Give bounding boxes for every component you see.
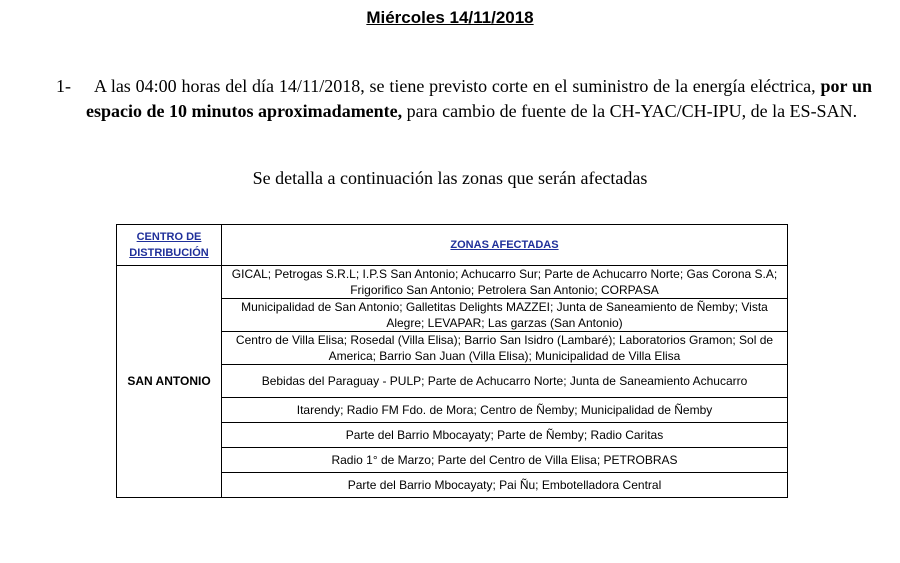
zone-cell: Parte del Barrio Mbocayaty; Pai Ñu; Embotelladora Central <box>222 473 788 498</box>
item-text-end: para cambio de fuente de la CH-YAC/CH-IPU, de la ES-SAN. <box>402 101 858 121</box>
distribution-center-cell: SAN ANTONIO <box>117 266 222 498</box>
item-number: 1- <box>56 76 71 96</box>
zone-cell: GICAL; Petrogas S.R.L; I.P.S San Antonio; Achucarro Sur; Parte de Achucarro Norte; Gas Corona S.A; Frigorifico San Antonio; Petrolera San Antonio; CORPASA <box>222 266 788 299</box>
intro-text: Se detalla a continuación las zonas que serán afectadas <box>252 168 648 188</box>
header-affected-zones: ZONAS AFECTADAS <box>222 225 788 266</box>
zone-cell: Municipalidad de San Antonio; Galletitas Delights MAZZEI; Junta de Saneamiento de Ñemby; Vista Alegre; LEVAPAR; Las garzas (San Antonio) <box>222 299 788 332</box>
page-title: Miércoles 14/11/2018 <box>366 8 534 27</box>
header-distribution-center: CENTRO DE DISTRIBUCIÓN <box>117 225 222 266</box>
zone-cell: Bebidas del Paraguay - PULP; Parte de Achucarro Norte; Junta de Saneamiento Achucarro <box>222 365 788 398</box>
item-text <box>86 74 872 124</box>
affected-zones-table <box>116 224 788 498</box>
item-text-start: A las 04:00 horas del día 14/11/2018, se tiene previsto corte en el suministro de la energía eléctrica, <box>94 76 821 96</box>
item-text-bold: por un espacio de 10 minutos aproximadamente, <box>86 76 872 121</box>
table-header-row <box>117 225 788 266</box>
zone-cell: Itarendy; Radio FM Fdo. de Mora; Centro de Ñemby; Municipalidad de Ñemby <box>222 398 788 423</box>
zone-cell: Centro de Villa Elisa; Rosedal (Villa Elisa); Barrio San Isidro (Lambaré); Laboratorios Gramon; Sol de America; Barrio San Juan (Villa Elisa); Municipalidad de Villa Elisa <box>222 332 788 365</box>
zone-cell: Parte del Barrio Mbocayaty; Parte de Ñemby; Radio Caritas <box>222 423 788 448</box>
table-row <box>117 266 788 299</box>
zone-cell: Radio 1° de Marzo; Parte del Centro de Villa Elisa; PETROBRAS <box>222 448 788 473</box>
notice-item <box>56 74 872 124</box>
